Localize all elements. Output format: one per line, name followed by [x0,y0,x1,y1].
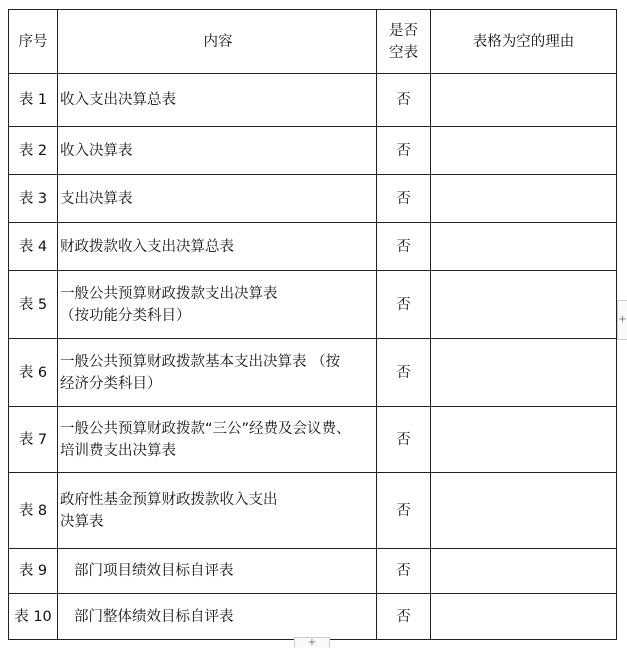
row-empty[interactable]: 否 [377,407,431,473]
table-row [9,74,617,127]
add-column-handle[interactable]: + [617,300,627,340]
row-reason[interactable] [431,549,617,594]
row-reason[interactable] [431,407,617,473]
row-no: 表 2 [9,127,58,175]
row-reason[interactable] [431,594,617,640]
add-row-handle[interactable]: + [294,637,330,647]
table-row [9,594,617,640]
row-no: 表 9 [9,549,58,594]
row-empty[interactable]: 否 [377,339,431,407]
table-row [9,407,617,473]
row-empty[interactable]: 否 [377,175,431,223]
row-content[interactable]: 收入支出决算总表 [58,74,377,127]
row-empty[interactable]: 否 [377,271,431,339]
header-row [9,10,617,74]
row-no: 表 4 [9,223,58,271]
header-no: 序号 [9,10,58,74]
row-no: 表 5 [9,271,58,339]
header-reason: 表格为空的理由 [431,10,617,74]
row-reason[interactable] [431,271,617,339]
table-row [9,127,617,175]
row-content[interactable]: 部门整体绩效目标自评表 [58,594,377,640]
row-no: 表 6 [9,339,58,407]
row-no: 表 3 [9,175,58,223]
table-row [9,223,617,271]
table-row [9,175,617,223]
row-no: 表 8 [9,473,58,549]
table-row [9,549,617,594]
table-row [9,473,617,549]
row-content[interactable]: 一般公共预算财政拨款基本支出决算表 （按 经济分类科目） [58,339,377,407]
row-reason[interactable] [431,223,617,271]
row-content[interactable]: 收入决算表 [58,127,377,175]
row-content[interactable]: 支出决算表 [58,175,377,223]
header-content: 内容 [58,10,377,74]
row-reason[interactable] [431,339,617,407]
row-reason[interactable] [431,473,617,549]
row-content[interactable]: 部门项目绩效目标自评表 [58,549,377,594]
row-empty[interactable]: 否 [377,594,431,640]
row-reason[interactable] [431,175,617,223]
row-reason[interactable] [431,127,617,175]
row-empty[interactable]: 否 [377,74,431,127]
row-empty[interactable]: 否 [377,473,431,549]
row-no: 表 1 [9,74,58,127]
table-row [9,339,617,407]
row-content[interactable]: 一般公共预算财政拨款支出决算表 （按功能分类科目） [58,271,377,339]
report-table [8,9,617,640]
row-no: 表 10 [9,594,58,640]
row-content[interactable]: 财政拨款收入支出决算总表 [58,223,377,271]
row-reason[interactable] [431,74,617,127]
row-empty[interactable]: 否 [377,127,431,175]
row-empty[interactable]: 否 [377,549,431,594]
row-empty[interactable]: 否 [377,223,431,271]
row-no: 表 7 [9,407,58,473]
table-row [9,271,617,339]
row-content[interactable]: 一般公共预算财政拨款“三公”经费及会议费、 培训费支出决算表 [58,407,377,473]
row-content[interactable]: 政府性基金预算财政拨款收入支出 决算表 [58,473,377,549]
header-empty: 是否 空表 [377,10,431,74]
